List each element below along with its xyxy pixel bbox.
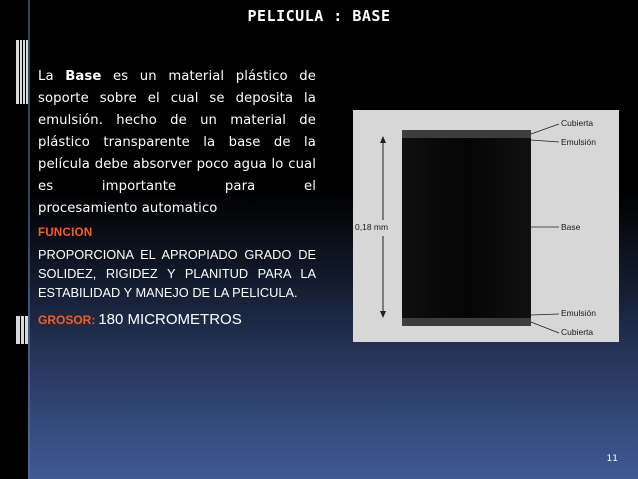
grosor-value: 180 MICROMETROS xyxy=(98,311,242,328)
film-layers xyxy=(402,130,531,326)
emulsion-layer-top xyxy=(402,130,531,138)
funcion-heading: FUNCION xyxy=(38,227,93,239)
film-cross-section-figure xyxy=(353,110,619,342)
para-last-line: procesamiento automatico xyxy=(38,201,218,216)
decorative-bars-middle xyxy=(16,316,28,344)
para-prefix: La xyxy=(38,69,54,84)
thickness-label: 0,18 mm xyxy=(355,222,389,232)
accent-line xyxy=(28,0,30,479)
para-suffix: es un material plástico de soporte sobre el cual se deposita la emulsión. hecho de un material de plástico transparente la base de la película debe absorver poco agua lo cual es importante para el xyxy=(38,69,316,194)
page-number: 11 xyxy=(606,454,618,464)
decorative-bars-top xyxy=(16,40,28,104)
grosor-line xyxy=(38,311,316,329)
label-cubierta-bottom: Cubierta xyxy=(561,327,594,337)
label-cubierta-top: Cubierta xyxy=(561,118,594,128)
description-paragraph xyxy=(38,66,316,220)
emulsion-layer-bottom xyxy=(402,318,531,326)
text-content xyxy=(38,66,316,329)
slide-title: PELICULA : BASE xyxy=(247,7,391,25)
funcion-text: PROPORCIONA EL APROPIADO GRADO DE SOLIDEZ, RIGIDEZ Y PLANITUD PARA LA ESTABILIDAD Y MANEJO DE LA PELICULA. xyxy=(38,247,316,300)
grosor-label: GROSOR: xyxy=(38,313,96,327)
label-emulsion-top: Emulsión xyxy=(561,137,596,147)
para-bold-term: Base xyxy=(65,69,102,84)
label-emulsion-bottom: Emulsión xyxy=(561,308,596,318)
label-base: Base xyxy=(561,222,581,232)
